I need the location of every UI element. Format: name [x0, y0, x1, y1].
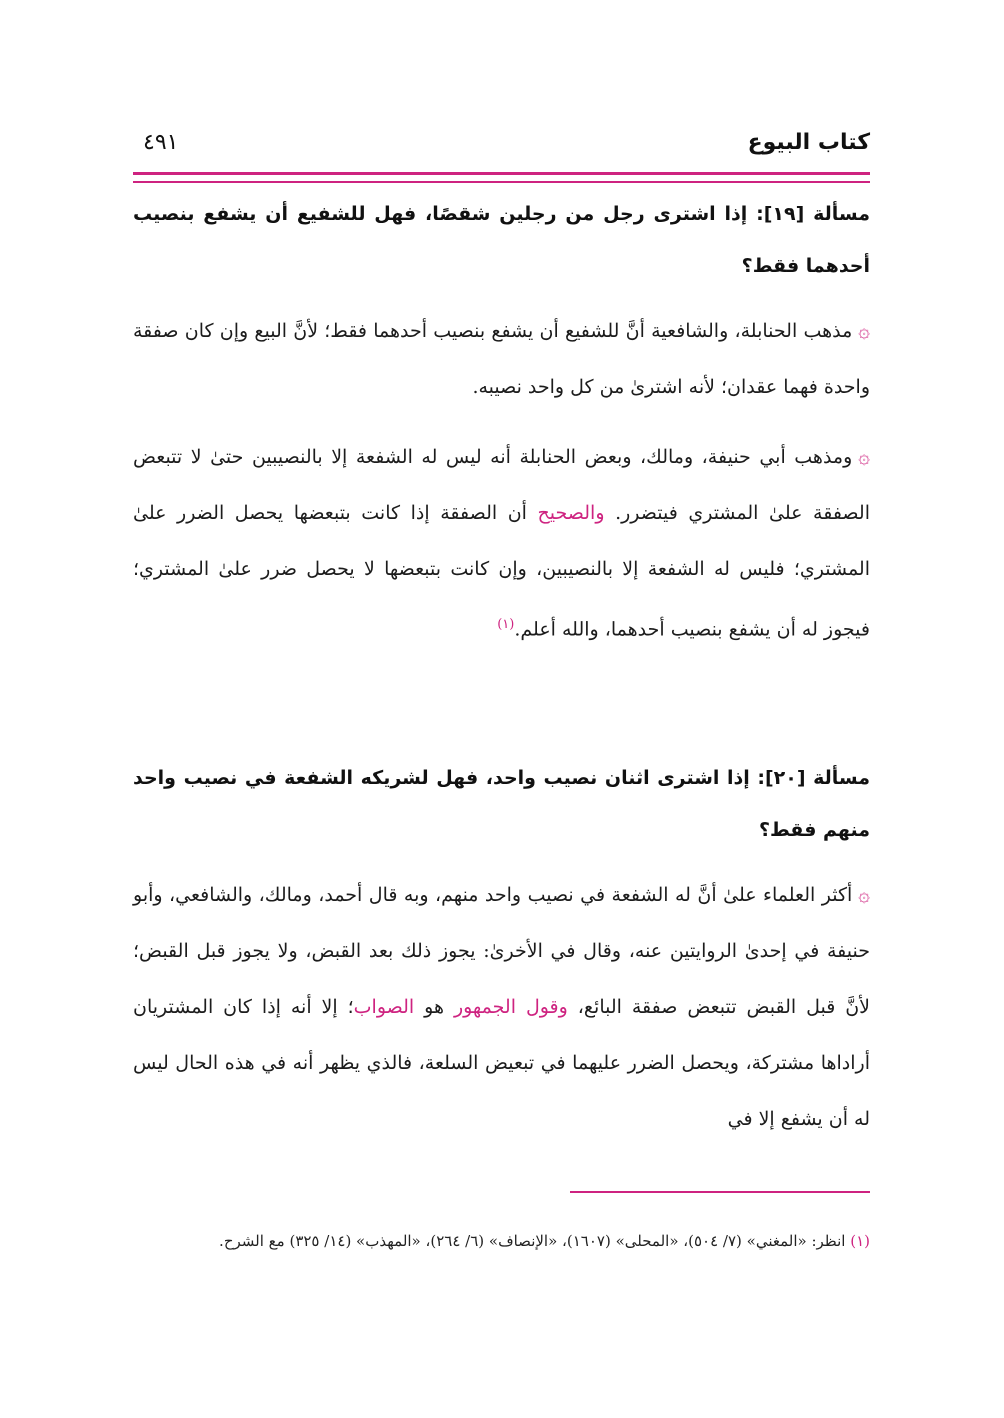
paragraph-2: [133, 428, 870, 657]
header-divider: [133, 172, 870, 175]
paragraph-1-text: مذهب الحنابلة، والشافعية أنَّ للشفيع أن يشفع بنصيب أحدهما فقط؛ لأنَّ البيع وإن كان صفقة واحدة فهما عقدان؛ لأنه اشترىٰ من كل واحد نصيبه.: [133, 320, 870, 398]
paragraph-3-text-c: ؛ إلا أنه إذا كان المشتريان أراداها مشتركة، ويحصل الضرر عليهما في تبعيض السلعة، فالذي يظهر أنه في هذه الحال ليس له أن يشفع إلا في: [133, 996, 870, 1130]
footnote: [133, 1222, 870, 1260]
paragraph-3-text-b: هو: [424, 996, 444, 1018]
flower-ornament-icon: ۞: [858, 882, 870, 906]
highlight-sahih: والصحيح: [537, 502, 605, 524]
footnote-number: (١): [850, 1232, 870, 1250]
footnote-reference[interactable]: (١): [497, 617, 515, 632]
page-header: [133, 130, 870, 170]
flower-ornament-icon: ۞: [858, 444, 870, 468]
paragraph-2-text-b: أن الصفقة إذا كانت بتبعضها يحصل الضرر علىٰ المشتري؛ فليس له الشفعة إلا بالنصيبين، وإن كانت بتبعضها لا يحصل ضرر علىٰ المشتري؛ فيجوز له أن يشفع بنصيب أحدهما، والله أعلم.: [133, 502, 871, 641]
header-divider-thin: [133, 181, 870, 183]
paragraph-2-text-a: ومذهب أبي حنيفة، ومالك، وبعض الحنابلة أنه ليس له الشفعة إلا بالنصيبين حتىٰ لا تتبعض الصفقة علىٰ المشتري فيتضرر.: [133, 446, 870, 524]
paragraph-3: [133, 866, 870, 1147]
footnote-divider: [570, 1191, 870, 1193]
highlight-sawab: الصواب: [353, 996, 415, 1018]
book-title: كتاب البيوع: [747, 130, 870, 155]
book-page: [133, 0, 870, 1418]
paragraph-1: [133, 302, 870, 415]
paragraph-3-text-a: أكثر العلماء علىٰ أنَّ له الشفعة في نصيب واحد منهم، وبه قال أحمد، ومالك، والشافعي، وأبو حنيفة في إحدىٰ الروايتين عنه، وقال في الأخرىٰ: يجوز ذلك بعد القبض، ولا يجوز قبل القبض؛ لأنَّ قبل القبض تتبعض صفقة البائع،: [133, 884, 871, 1018]
flower-ornament-icon: ۞: [858, 318, 870, 342]
highlight-jumhur: وقول الجمهور: [453, 996, 568, 1018]
footnote-text: انظر: «المغني» (٧/ ٥٠٤)، «المحلى» (١٦٠٧)، «الإنصاف» (٦/ ٢٦٤)، «المهذب» (١٤/ ٣٢٥) مع الشرح.: [219, 1232, 846, 1250]
question-19: مسألة [١٩]: إذا اشترى رجل من رجلين شقصًا، فهل للشفيع أن يشفع بنصيب أحدهما فقط؟: [133, 203, 870, 277]
question-20: مسألة [٢٠]: إذا اشترى اثنان نصيب واحد، فهل لشريكه الشفعة في نصيب واحد منهم فقط؟: [133, 767, 871, 841]
page-number: ٤٩١: [143, 130, 179, 155]
